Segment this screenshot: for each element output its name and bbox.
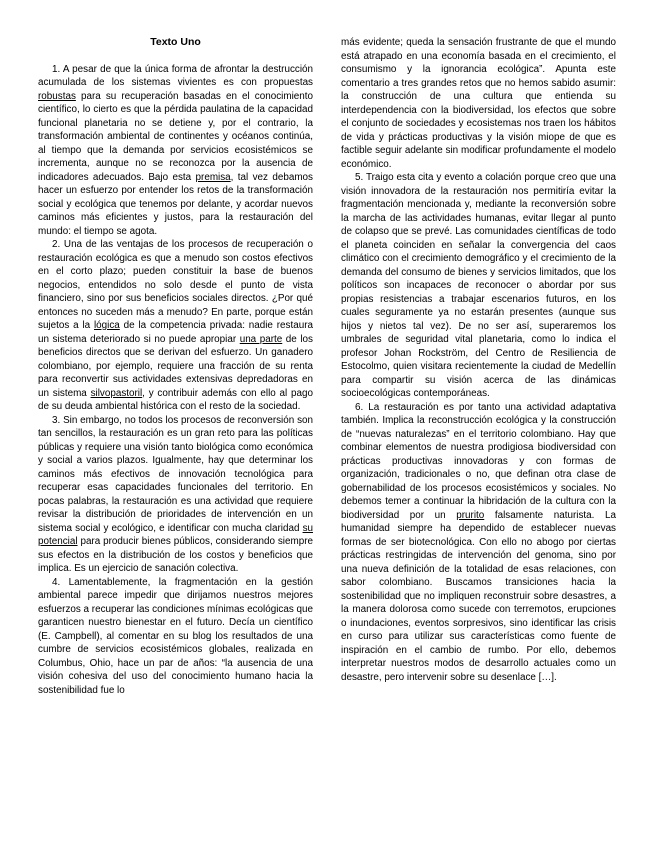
paragraph-text: 6. La restauración es por tanto una actividad adaptativa también. Implica la reconstrucción ecológica y la construcción de “nuevas naturalezas” en el territorio colombiano. Hay que combinar elementos de nuestra prodigiosa biodiversidad con prácticas productivas innovadoras y con formas de organización, tradicionales o no, que definan otra clase de gobernabilidad de los procesos ecosistémicos y sociales. No debemos temer a continuar la hibridación de la cultura con la biodiversidad por un xyxy=(341,401,616,521)
right-column xyxy=(341,36,616,684)
left-paragraphs xyxy=(38,63,313,698)
paragraph-text: 3. Sin embargo, no todos los procesos de reconversión son tan sencillos, la restauración es un gran reto para las políticas públicas y requiere una visión tanto biológica como económica y social a varios plazos. Igualmente, hay que determinar los caminos más efectivos de innovación tecnológica para recuperar esas capacidades funcionales del territorio. En pocas palabras, la restauración es una actividad que requiere revisar la distribución de prioridades de intervención en un sistema social y ecológico, e identificar con mucha claridad xyxy=(38,414,313,534)
paragraph-p5 xyxy=(341,171,616,401)
paragraph-text: 5. Traigo esta cita y evento a colación porque creo que una visión innovadora de la restauración nos permitiría evitar la fragmentación mencionada y, mediante la reconversión sobre la marcha de las actividades humanas, evitar llegar al punto de colapso que se prevé. Las comunidades científicas de todo el planeta coinciden en señalar la convergencia del caos climático con el crecimiento demográfico y el crecimiento de la demanda del consumo de bienes y servicios limitados, que los políticos son incapaces de reconocer o abordar por sus propias resistencias a trabajar escenarios futuros, en los cuales seguramente ya no estarán presentes (aunque sus hijos y nietos tal vez). De no ser así, superaremos los umbrales de seguridad vital planetaria, como lo indica el profesor Johan Rockström, del Centro de Resiliencia de Estocolmo, quien visitara recientemente la ciudad de Medellín para compartir su visión acerca de las dinámicas socioecológicas contemporáneas. xyxy=(341,172,616,399)
underlined-term: prurito xyxy=(456,509,485,521)
paragraph-p4-cont xyxy=(341,36,616,171)
paragraph-text: 4. Lamentablemente, la fragmentación en la gestión ambiental parece impedir que dirijamos nuestros mejores esfuerzos a recuperar las condiciones mínimas ecológicas que garanticen nuestro bienestar en el futuro. Decía un científico (E. Campbell), al comentar en su blog los resultados de una cumbre de servicios ecosistémicos globales, realizada en Columbus, Ohio, hace un par de años: “la ausencia de una visión cohesiva del uso del conocimiento humano hacia la sostenibilidad fue lo xyxy=(38,576,313,696)
paragraph-p1 xyxy=(38,63,313,239)
paragraph-text: de los beneficios directos que se derivan del esfuerzo. Un ganadero colombiano, por ejemplo, requiere una fracción de su renta para reconvertir sus actividades extensivas depredadoras en un sistema xyxy=(38,333,313,399)
paragraph-text: , y contribuir además con ello al pago de su deuda ambiental histórica con el resto de la sociedad. xyxy=(38,387,313,412)
document-title: Texto Uno xyxy=(150,36,201,48)
paragraph-text: de la competencia privada: nadie restaura un sistema deteriorado si no puede apropiar xyxy=(38,320,313,345)
paragraph-text: 2. Una de las ventajas de los procesos de recuperación o restauración ecológica es que a menudo son costos efectivos en el corto plazo; pueden constituir la base de buenos negocios, entendidos no solo desde el punto de vista financiero, sino por sus beneficios sociales directos. ¿Por qué entonces no suceden más a menudo? En parte, porque están sujetos a la xyxy=(38,239,313,331)
underlined-term: lógica xyxy=(93,320,120,331)
paragraph-text: 1. A pesar de que la única forma de afrontar la destrucción acumulada de los sistemas vivientes es con propuestas xyxy=(38,63,313,88)
underlined-term: una parte xyxy=(239,333,283,345)
underlined-term: robustas xyxy=(38,90,76,102)
paragraph-p3 xyxy=(38,414,313,576)
paragraph-text: para producir bienes públicos, considerando siempre sus efectos en la distribución de los costos y beneficios que implica. Es un ejercicio de sanación colectiva. xyxy=(38,536,313,574)
paragraph-p2 xyxy=(38,238,313,414)
underlined-term: silvopastoril xyxy=(90,387,143,399)
paragraph-text: para su recuperación basadas en el conocimiento científico, lo cierto es que la pérdida paulatina de la capacidad funcional planetaria no se detiene y, por el contrario, la transformación ambiental de continentes y océanos continúa, al tiempo que la demanda por servicios ecosistémicos se incrementa, aunque no se reconozca por la ausencia de indicadores adecuados. Bajo esta xyxy=(38,90,313,183)
paragraph-text: falsamente naturista. La humanidad siempre ha dependido de establecer nuevas formas de ser biotecnológica. Con ello no abogo por ciertas prácticas restringidas de intervención del genoma, sino por una nueva definición de la totalidad de esas relaciones, con sabor colombiano. Buscamos transiciones hacia la sostenibilidad que no impliquen reconstruir sobre desastres, a la manera dolorosa como sucede con terremotos, erupciones o inundaciones, eventos sorpresivos, sino identificar las crisis en curso para utilizar sus características como fuente de inspiración en el cambio de rumbo. Por ello, debemos interpretar nuestros modos de desarrollo actuales como un desastre, pero intervenir sobre su desenlace […]. xyxy=(341,509,616,683)
underlined-term: premisa xyxy=(195,171,231,183)
left-column xyxy=(38,36,313,697)
underlined-term: su potencial xyxy=(38,522,313,547)
right-paragraphs xyxy=(341,36,616,684)
paragraph-p6 xyxy=(341,401,616,685)
paragraph-text: , tal vez debamos hacer un esfuerzo por entender los retos de la transformación social y ecológica que tenemos por delante, y acordar nuevos caminos más eficientes y justos, para la restauración del mundo: el tiempo se agota. xyxy=(38,171,313,237)
paragraph-p4 xyxy=(38,576,313,698)
paragraph-text: más evidente; queda la sensación frustrante de que el mundo está atrapado en una economía basada en el crecimiento, el consumismo y la ignorancia ecológica”. Apunta este comentario a tres grandes retos que no hemos sabido asumir: la construcción de una cultura que entienda su interdependencia con la biodiversidad, los efectos que sobre el conjunto de sociedades y ecosistemas nos traen los hábitos de vida y prácticas productivas y la visión miope de que es factible seguir adelante sin modificar profundamente el modelo económico. xyxy=(341,37,616,170)
